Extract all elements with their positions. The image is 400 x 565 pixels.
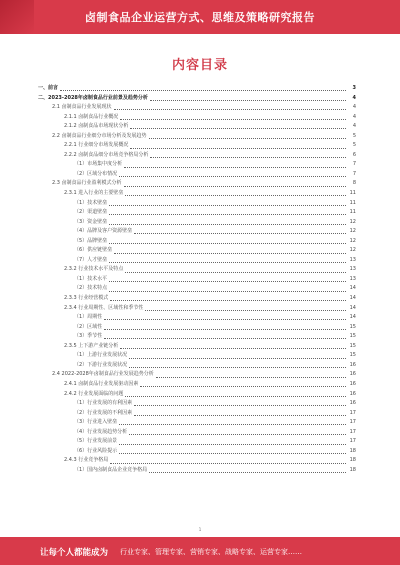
toc-entry-page: 14: [349, 314, 356, 321]
toc-leader-dots: [119, 444, 346, 445]
page-number: 1: [198, 527, 202, 532]
toc-entry-title: 2.1.1 卤制食品行业概况: [64, 113, 119, 120]
toc-entry-title: 2.1.2 卤制食品市场现状分析: [64, 123, 129, 130]
toc-entry[interactable]: [38, 122, 356, 132]
toc-leader-dots: [114, 253, 346, 254]
toc-entry[interactable]: [38, 151, 356, 161]
toc-leader-dots: [109, 214, 346, 215]
toc-entry-page: 17: [349, 419, 356, 426]
toc-entry[interactable]: [38, 256, 356, 266]
toc-heading: 内容目录: [171, 58, 228, 73]
toc-entry[interactable]: [38, 418, 356, 428]
toc-leader-dots: [145, 310, 346, 311]
toc-entry-page: 5: [352, 132, 356, 139]
toc-entry[interactable]: [38, 160, 356, 170]
toc-entry-page: 18: [349, 466, 356, 473]
toc-entry[interactable]: [38, 208, 356, 218]
toc-leader-dots: [124, 186, 346, 187]
toc-leader-dots: [120, 119, 346, 120]
toc-leader-dots: [134, 405, 346, 406]
toc-entry-title: （7）人才壁垒: [74, 256, 108, 263]
toc-entry[interactable]: [38, 323, 356, 333]
toc-leader-dots: [150, 157, 346, 158]
toc-entry[interactable]: [38, 265, 356, 275]
toc-entry-page: 12: [349, 218, 356, 225]
toc-entry-page: 3: [352, 85, 356, 91]
toc-entry[interactable]: [38, 466, 356, 476]
toc-entry-page: 17: [349, 428, 356, 435]
toc-entry[interactable]: [38, 370, 356, 380]
toc-entry-page: 16: [349, 380, 356, 387]
toc-entry[interactable]: [38, 84, 356, 94]
toc-entry-title: 2.3 卤制食品行业盈利模式分析: [52, 180, 122, 187]
toc-entry-page: 14: [349, 295, 356, 302]
toc-leader-dots: [134, 415, 346, 416]
toc-entry-title: 2.4.3 行业竞争格局: [64, 457, 109, 464]
toc-entry-title: （4）行业发展趋势分析: [74, 428, 128, 435]
toc-entry-page: 11: [349, 209, 356, 216]
toc-entry-title: 2.3.1 进入行业的主要壁垒: [64, 190, 124, 197]
toc-leader-dots: [134, 233, 346, 234]
toc-leader-dots: [125, 272, 346, 273]
header-bar: [0, 0, 400, 34]
toc-entry-title: （1）技术水平: [74, 275, 108, 282]
toc-leader-dots: [149, 472, 346, 473]
toc-entry-title: （1）上游行业发展状况: [74, 352, 128, 359]
toc-entry-title: （2）区域分布情况: [74, 170, 118, 177]
toc-entry[interactable]: [38, 227, 356, 237]
toc-entry-page: 12: [349, 237, 356, 244]
toc-entry-title: （2）行业发展的不利因素: [74, 409, 133, 416]
toc-entry-title: （3）资金壁垒: [74, 218, 108, 225]
toc-leader-dots: [110, 300, 346, 301]
toc-leader-dots: [125, 195, 346, 196]
toc-entry[interactable]: [38, 218, 356, 228]
toc-leader-dots: [119, 424, 346, 425]
toc-entry-title: （2）技术特点: [74, 285, 108, 292]
toc-entry-page: 12: [349, 247, 356, 254]
toc-entry[interactable]: [38, 94, 356, 104]
toc-entry-page: 18: [349, 457, 356, 464]
toc-leader-dots: [110, 463, 346, 464]
toc-entry-page: 14: [349, 304, 356, 311]
toc-entry[interactable]: [38, 332, 356, 342]
toc-entry[interactable]: [38, 141, 356, 151]
footer-slogan-right: 行业专家、管理专家、营销专家、战略专家、运营专家……: [120, 548, 302, 556]
toc-entry-title: （3）季节性: [74, 333, 103, 340]
toc-leader-dots: [109, 205, 346, 206]
toc-entry[interactable]: [38, 304, 356, 314]
toc-entry-title: 2.2.2 卤制食品细分市场竞争格局分析: [64, 151, 149, 158]
toc-leader-dots: [109, 224, 346, 225]
toc-entry-title: 2.1 卤制食品行业发展现状: [52, 104, 112, 111]
toc-leader-dots: [109, 281, 346, 282]
toc-entry-page: 13: [349, 256, 356, 263]
toc-entry-page: 13: [349, 266, 356, 273]
toc-entry-title: 2.3.5 上下游产业链分析: [64, 342, 119, 349]
toc-entry[interactable]: [38, 275, 356, 285]
toc-entry-page: 4: [352, 123, 356, 130]
toc-entry-page: 8: [352, 180, 356, 187]
toc-entry-title: 2.4.2 行业发展面临的问题: [64, 390, 124, 397]
toc-entry[interactable]: [38, 351, 356, 361]
toc-entry-title: （5）行业发展前景: [74, 438, 118, 445]
toc-entry[interactable]: [38, 409, 356, 419]
toc-entry[interactable]: [38, 294, 356, 304]
toc-entry-page: 18: [349, 447, 356, 454]
toc-leader-dots: [109, 243, 346, 244]
toc-entry-title: （2）下游行业发展状况: [74, 361, 128, 368]
toc-entry-title: 二、2023-2028年卤制食品行业前景及趋势分析: [38, 94, 148, 101]
toc-entry[interactable]: [38, 447, 356, 457]
toc-leader-dots: [129, 367, 346, 368]
toc-entry-page: 11: [349, 190, 356, 197]
toc-entry-title: （1）国内卤制食品企业竞争格局: [74, 466, 148, 473]
toc-leader-dots: [156, 377, 346, 378]
toc-entry-page: 16: [349, 400, 356, 407]
toc-entry-page: 11: [349, 199, 356, 206]
toc-entry-page: 4: [352, 94, 356, 101]
toc-entry-title: 2.3.4 行业周期性、区域性和季节性: [64, 304, 144, 311]
toc-entry[interactable]: [38, 361, 356, 371]
toc-entry-page: 4: [352, 104, 356, 111]
toc-entry-title: （4）品牌及客户资源壁垒: [74, 228, 133, 235]
toc-entry-page: 7: [352, 170, 356, 177]
toc-leader-dots: [124, 167, 346, 168]
toc-leader-dots: [129, 358, 346, 359]
toc-entry[interactable]: [38, 113, 356, 123]
toc-entry-page: 15: [349, 342, 356, 349]
toc-leader-dots: [140, 386, 346, 387]
toc-entry-title: （2）渠道壁垒: [74, 209, 108, 216]
toc-entry-title: （6）行业风险提示: [74, 447, 118, 454]
toc-leader-dots: [150, 100, 346, 101]
footer-bar: [0, 537, 400, 565]
toc-entry-page: 12: [349, 228, 356, 235]
toc-entry-title: （2）区域性: [74, 323, 103, 330]
toc-leader-dots: [130, 128, 346, 129]
toc-entry-page: 4: [352, 113, 356, 120]
toc-entry-page: 15: [349, 323, 356, 330]
toc-entry-title: （6）供应链壁垒: [74, 247, 113, 254]
toc-entry[interactable]: [38, 380, 356, 390]
toc-entry[interactable]: [38, 313, 356, 323]
toc-leader-dots: [125, 396, 346, 397]
toc-entry[interactable]: [38, 237, 356, 247]
toc-entry[interactable]: [38, 284, 356, 294]
toc-leader-dots: [149, 138, 346, 139]
toc-entry[interactable]: [38, 170, 356, 180]
toc-leader-dots: [104, 329, 346, 330]
toc-entry[interactable]: [38, 189, 356, 199]
toc-leader-dots: [104, 319, 346, 320]
toc-entry-title: （5）品牌壁垒: [74, 237, 108, 244]
toc-entry-title: （1）行业发展的有利因素: [74, 400, 133, 407]
toc-entry[interactable]: [38, 390, 356, 400]
toc-leader-dots: [129, 434, 346, 435]
toc-leader-dots: [130, 148, 346, 149]
toc-entry[interactable]: [38, 428, 356, 438]
footer-slogan-left: 让每个人都能成为: [40, 548, 109, 558]
toc-entry-page: 16: [349, 390, 356, 397]
toc-entry-page: 15: [349, 352, 356, 359]
toc-entry-title: （3）行业进入壁垒: [74, 419, 118, 426]
report-title: 卤制食品企业运营方式、思维及策略研究报告: [85, 11, 315, 24]
toc-entry-title: （1）技术壁垒: [74, 199, 108, 206]
toc-entry-title: （1）市场集中度分析: [74, 161, 123, 168]
toc-entry-page: 7: [352, 161, 356, 168]
table-of-contents: [38, 84, 356, 475]
toc-entry-title: 2.4 2022-2028年卤制食品行业发展趋势分析: [52, 371, 154, 378]
toc-entry-page: 16: [349, 361, 356, 368]
toc-entry-title: 2.3.2 行业技术水平及特点: [64, 266, 124, 273]
toc-entry[interactable]: [38, 199, 356, 209]
toc-entry-title: 2.4.1 卤制食品行业发展驱动因素: [64, 380, 139, 387]
toc-entry-page: 6: [352, 151, 356, 158]
toc-leader-dots: [114, 109, 346, 110]
toc-entry[interactable]: [38, 342, 356, 352]
toc-entry-page: 16: [349, 371, 356, 378]
toc-leader-dots: [119, 176, 346, 177]
toc-entry[interactable]: [38, 246, 356, 256]
toc-entry[interactable]: [38, 456, 356, 466]
toc-leader-dots: [120, 348, 346, 349]
toc-leader-dots: [119, 453, 346, 454]
toc-leader-dots: [104, 338, 346, 339]
toc-entry-page: 17: [349, 409, 356, 416]
toc-entry[interactable]: [38, 399, 356, 409]
toc-entry-page: 14: [349, 285, 356, 292]
toc-entry-page: 15: [349, 333, 356, 340]
toc-entry[interactable]: [38, 132, 356, 142]
toc-entry-page: 13: [349, 275, 356, 282]
toc-entry[interactable]: [38, 437, 356, 447]
toc-entry-title: 一、前言: [38, 85, 59, 91]
toc-entry-title: 2.2 卤制食品行业细分市场分析及发展趋势: [52, 132, 147, 139]
toc-entry-page: 17: [349, 438, 356, 445]
toc-leader-dots: [60, 90, 346, 91]
toc-entry[interactable]: [38, 103, 356, 113]
toc-entry-title: 2.3.3 行业经营模式: [64, 295, 109, 302]
toc-entry[interactable]: [38, 179, 356, 189]
toc-entry-title: （1）周期性: [74, 314, 103, 321]
toc-leader-dots: [109, 291, 346, 292]
toc-entry-page: 5: [352, 142, 356, 149]
toc-leader-dots: [109, 262, 346, 263]
toc-entry-title: 2.2.1 行业细分市场发展概况: [64, 142, 129, 149]
